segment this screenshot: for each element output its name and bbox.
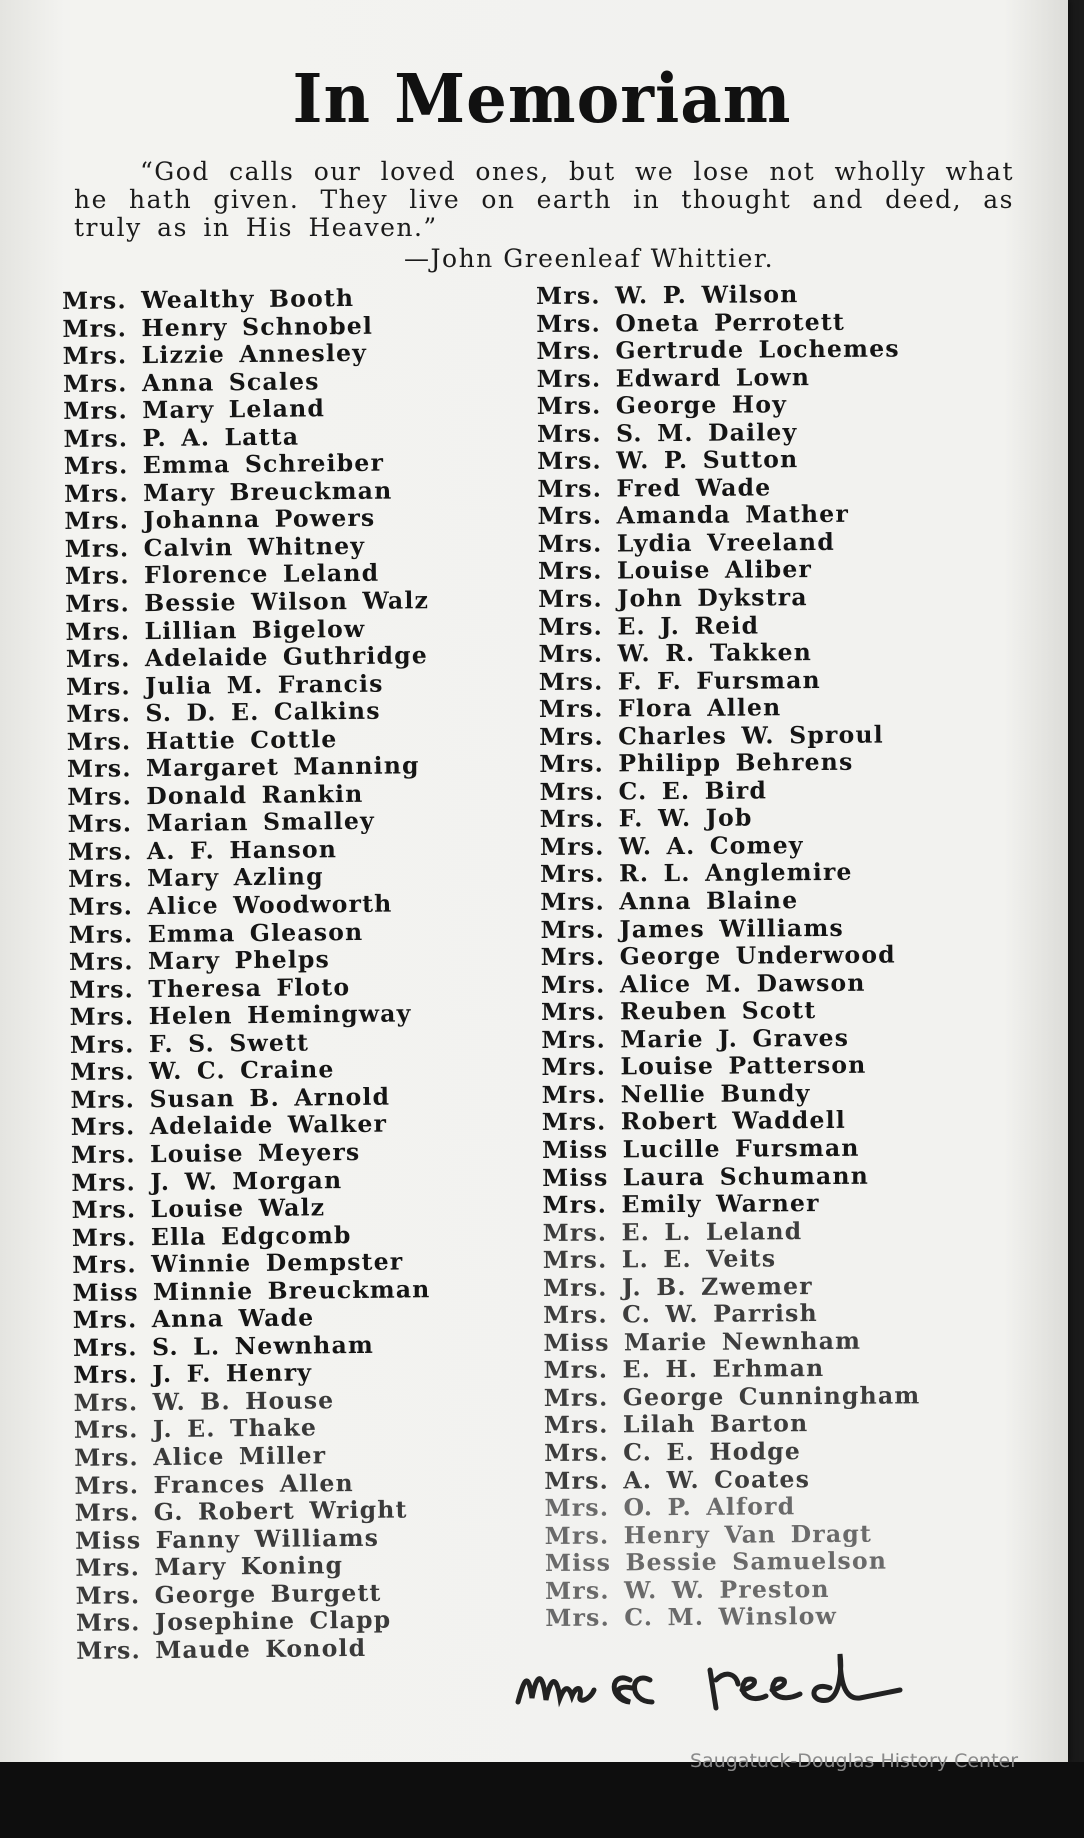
memorial-name: Mrs. Hattie Cottle (66, 724, 338, 756)
signature-text: Mrs E E Reed (510, 1728, 518, 1729)
memorial-name: Mrs. Fred Wade (537, 473, 772, 503)
memorial-name: Mrs. C. E. Hodge (544, 1437, 802, 1467)
memorial-name: Mrs. Mary Koning (75, 1551, 344, 1583)
memorial-name: Mrs. Anna Scales (62, 366, 320, 398)
memorial-name: Mrs. A. F. Hanson (67, 835, 338, 866)
memorial-name: Mrs. Mary Leland (63, 394, 326, 426)
quote-text: “God calls our loved ones, but we lose not wholly what he hath given. They live on earth in thought and deed, as truly as in His Heaven.” (74, 157, 1014, 242)
watermark: Saugatuck-Douglas History Center (690, 1750, 1019, 1772)
page-title: In Memoriam (292, 60, 792, 139)
memorial-name: Mrs. E. J. Reid (538, 611, 760, 641)
memorial-name: Mrs. Florence Leland (64, 559, 380, 591)
memorial-name: Mrs. J. F. Henry (73, 1358, 313, 1390)
memorial-name: Mrs. E. L. Leland (542, 1216, 803, 1247)
names-column-right (536, 280, 922, 1632)
memorial-name: Mrs. W. P. Sutton (537, 445, 799, 476)
memorial-name: Mrs. Henry Van Dragt (544, 1519, 873, 1550)
memorial-name: Mrs. Margaret Manning (66, 751, 420, 784)
memorial-name: Mrs. W. C. Craine (70, 1055, 335, 1087)
memorial-name: Mrs. W. A. Comey (539, 831, 804, 861)
memorial-name: Mrs. Ella Edgcomb (71, 1220, 352, 1252)
memorial-name: Mrs. Edward Lown (536, 362, 811, 393)
handwritten-signature (510, 1640, 980, 1730)
memorial-name: Miss Lucille Fursman (541, 1133, 860, 1164)
memorial-name: Mrs. S. L. Newnham (72, 1330, 375, 1362)
memorial-name: Mrs. F. W. Job (539, 803, 753, 834)
memorial-name: Mrs. Alice M. Dawson (540, 968, 866, 999)
memorial-name: Mrs. Alice Woodworth (68, 889, 393, 921)
memorial-name: Mrs. Winnie Dempster (72, 1247, 404, 1280)
memorial-name: Mrs. Susan B. Arnold (70, 1082, 391, 1114)
memorial-name: Mrs. Mary Phelps (68, 945, 331, 977)
memorial-name: Mrs. Robert Waddell (541, 1106, 846, 1137)
memorial-name: Miss Minnie Breuckman (72, 1274, 431, 1307)
memorial-name: Mrs. Charles W. Sproul (539, 720, 884, 751)
memorial-name: Mrs. Amanda Mather (537, 500, 850, 531)
memorial-name: Mrs. C. M. Winslow (545, 1602, 838, 1633)
memorial-name: Mrs. Louise Aliber (537, 555, 813, 586)
memorial-name: Mrs. Julia M. Francis (66, 669, 384, 701)
memorial-name: Mrs. Adelaide Walker (70, 1110, 388, 1142)
memorial-name: Mrs. Anna Wade (72, 1303, 315, 1335)
memorial-name: Mrs. W. W. Preston (545, 1574, 830, 1605)
memorial-name: Mrs. Alice Miller (74, 1441, 327, 1472)
memorial-name: Mrs. Nellie Bundy (541, 1078, 811, 1109)
memorial-name: Mrs. Maude Konold (76, 1633, 367, 1665)
memorial-name: Mrs. P. A. Latta (63, 422, 300, 453)
memorial-name: Mrs. J. W. Morgan (71, 1165, 343, 1197)
memorial-name: Miss Marie Newnham (543, 1326, 862, 1357)
memorial-name: Mrs. Josephine Clapp (75, 1605, 392, 1638)
names-column-left (62, 284, 440, 1665)
memorial-name: Mrs. Adelaide Guthridge (65, 641, 429, 674)
memorial-name: Mrs. Wealthy Booth (61, 283, 355, 315)
memorial-name: Mrs. Emily Warner (542, 1189, 820, 1220)
memorial-name: Mrs. S. D. E. Calkins (66, 696, 381, 729)
memorial-name: Mrs. W. P. Wilson (535, 280, 799, 310)
memorial-name: Mrs. J. E. Thake (73, 1413, 318, 1445)
scan-background (0, 1762, 1084, 1838)
memorial-name: Mrs. John Dykstra (538, 583, 808, 614)
memorial-name: Mrs. F. S. Swett (69, 1028, 310, 1059)
memorial-name: Mrs. Gertrude Lochemes (536, 334, 900, 366)
memorial-name: Mrs. James Williams (540, 913, 844, 944)
memorial-name: Mrs. A. W. Coates (544, 1464, 811, 1495)
memorial-name: Mrs. Mary Azling (68, 862, 324, 894)
memorial-name: Mrs. C. W. Parrish (543, 1299, 818, 1330)
memorial-name: Mrs. George Cunningham (543, 1381, 921, 1412)
memorial-name: Mrs. W. R. Takken (538, 638, 813, 669)
memorial-name: Mrs. Oneta Perrotett (536, 307, 846, 338)
memorial-name: Mrs. Louise Meyers (70, 1137, 361, 1169)
memorial-name: Mrs. G. Robert Wright (74, 1495, 408, 1527)
memorial-name: Miss Fanny Williams (74, 1523, 380, 1555)
memorial-name: Mrs. Lydia Vreeland (537, 527, 836, 558)
memorial-name: Mrs. Lizzie Annesley (62, 338, 368, 371)
memorial-name: Mrs. George Hoy (536, 390, 788, 421)
memorial-name: Mrs. Johanna Powers (64, 504, 376, 536)
memorial-name: Mrs. Lilah Barton (543, 1409, 809, 1440)
memorial-name: Mrs. Mary Breuckman (64, 476, 393, 508)
memorial-name: Mrs. S. M. Dailey (536, 417, 798, 448)
memorial-name: Mrs. J. B. Zwemer (542, 1271, 813, 1302)
memorial-name: Mrs. F. F. Fursman (538, 665, 821, 696)
quote-attribution: —John Greenleaf Whittier. (404, 244, 775, 273)
memorial-name: Mrs. W. B. House (73, 1386, 335, 1417)
memorial-name: Mrs. Emma Gleason (68, 917, 364, 949)
memorial-name: Mrs. Helen Hemingway (69, 999, 412, 1032)
memorial-name: Mrs. Theresa Floto (69, 972, 351, 1004)
memorial-name: Mrs. Philipp Behrens (539, 748, 854, 779)
memorial-name: Mrs. Calvin Whitney (64, 531, 366, 563)
memorial-name: Mrs. Marie J. Graves (541, 1023, 850, 1054)
memorial-name: Mrs. L. E. Veits (542, 1244, 777, 1275)
memorial-name: Mrs. C. E. Bird (539, 776, 768, 806)
memorial-name: Mrs. O. P. Alford (544, 1492, 796, 1523)
memorial-name: Mrs. Donald Rankin (67, 779, 364, 811)
memorial-name: Miss Laura Schumann (542, 1161, 870, 1192)
memorial-name: Mrs. Louise Walz (71, 1193, 326, 1224)
memorial-name: Mrs. Lillian Bigelow (65, 614, 366, 646)
memorial-name: Mrs. Henry Schnobel (62, 311, 374, 343)
memorial-name: Mrs. Anna Blaine (540, 886, 799, 917)
memorial-name: Mrs. Marian Smalley (67, 807, 376, 839)
memorial-name: Mrs. George Underwood (540, 940, 896, 972)
memorial-name: Mrs. Frances Allen (74, 1468, 355, 1500)
memorial-name: Mrs. Reuben Scott (540, 996, 817, 1027)
memorial-name: Mrs. Bessie Wilson Walz (65, 586, 430, 618)
memorial-name: Mrs. Emma Schreiber (63, 448, 385, 481)
memorial-name: Mrs. E. H. Erhman (543, 1354, 825, 1385)
epigraph-quote (74, 158, 1014, 242)
memorial-name: Mrs. Flora Allen (538, 693, 782, 724)
memorial-name: Miss Bessie Samuelson (544, 1546, 888, 1578)
memorial-name: Mrs. R. L. Anglemire (540, 858, 853, 889)
memorial-name: Mrs. George Burgett (75, 1578, 382, 1610)
memorial-name: Mrs. Louise Patterson (541, 1051, 867, 1082)
